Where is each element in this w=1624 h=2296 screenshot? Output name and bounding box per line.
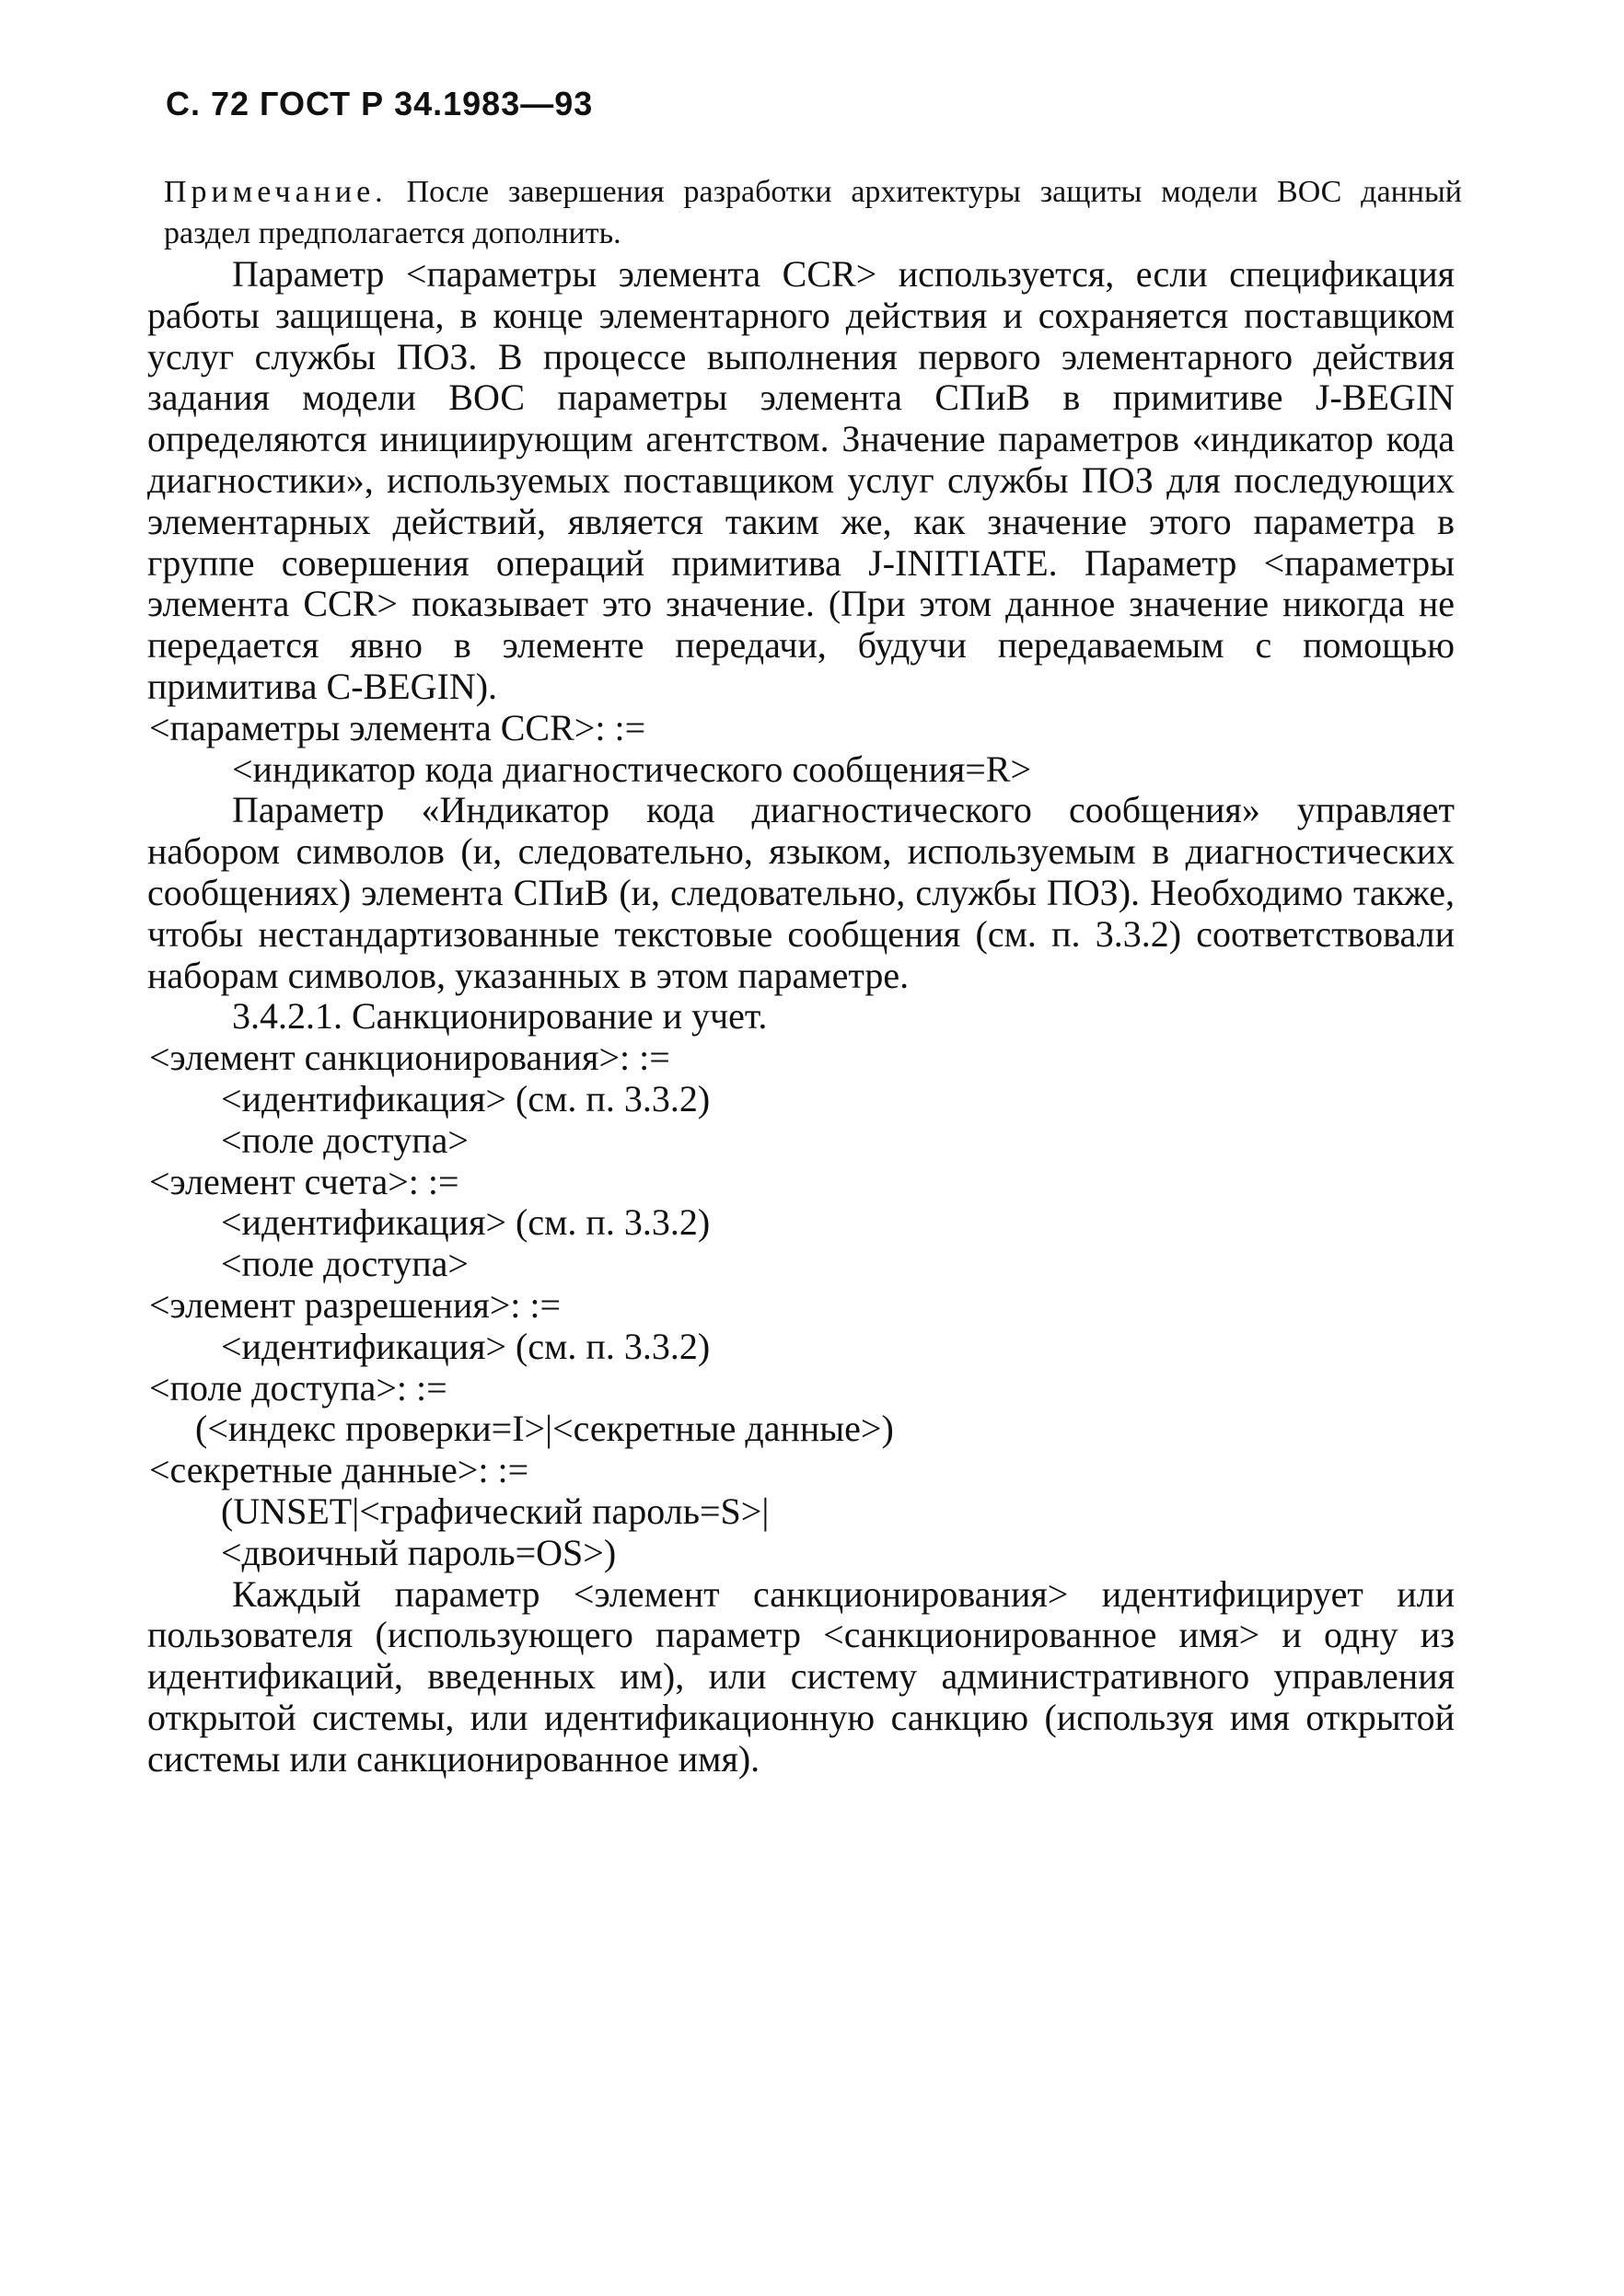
note-text: После завершения разработки архитектуры защиты модели ВОС данный раздел предполагается дополнить. <box>164 175 1462 250</box>
grammar-rule: <идентификация> (см. п. 3.3.2) <box>221 1201 711 1244</box>
note <box>164 171 1462 254</box>
grammar-rule: <элемент счета>: := <box>149 1160 459 1202</box>
grammar-rule: <параметры элемента CCR>: := <box>149 706 646 748</box>
grammar-rule: (<индекс проверки=I>|<секретные данные>) <box>195 1408 894 1450</box>
grammar-rule: <поле доступа> <box>221 1119 469 1161</box>
grammar-rule: <элемент разрешения>: := <box>149 1283 562 1326</box>
note-label: Примечание. <box>164 175 388 209</box>
grammar-rule: <секретные данные>: := <box>149 1449 529 1491</box>
grammar-rule: <поле доступа> <box>221 1243 469 1285</box>
grammar-rule: <элемент санкционирования>: := <box>149 1037 670 1079</box>
paragraph-diagnostic-indicator: Параметр «Индикатор кода диагностического сообщения» управляет набором символов (и, следовательно, языком, используемым в диагностических сообщениях) элемента СПиВ (и, следовательно, службы ПОЗ). Необходимо также, чтобы нестандартизованные текстовые сообщения (см. п. 3.3.2) соответствовали наборам символов, указанных в этом параметре. <box>147 789 1455 996</box>
document-body <box>147 254 1455 1780</box>
grammar-rule: <индикатор кода диагностического сообщения=R> <box>232 748 1032 790</box>
grammar-rule: (UNSET|<графический пароль=S>| <box>221 1490 770 1532</box>
grammar-rule: <идентификация> (см. п. 3.3.2) <box>221 1325 711 1367</box>
paragraph-authorization-element: Каждый параметр <элемент санкционирования> идентифицирует или пользователя (использующего параметр <санкционированное имя> и одну из идентификаций, введенных им), или систему административного управления открытой системы, или идентификационную санкцию (используя имя открытой системы или санкционированное имя). <box>147 1572 1455 1780</box>
grammar-rule: <поле доступа>: := <box>149 1366 447 1409</box>
section-heading: 3.4.2.1. Санкционирование и учет. <box>232 995 768 1038</box>
grammar-rule: <двоичный пароль=OS>) <box>221 1531 617 1573</box>
grammar-rule: <идентификация> (см. п. 3.3.2) <box>221 1077 711 1119</box>
paragraph-ccr-parameters: Параметр <параметры элемента CCR> используется, если спецификация работы защищена, в конце элементарного действия и сохраняется поставщиком услуг службы ПОЗ. В процессе выполнения первого элементарного действия задания модели ВОС параметры элемента СПиВ в примитиве J-BEGIN определяются инициирующим агентством. Значение параметров «индикатор кода диагностики», используемых поставщиком услуг службы ПОЗ для последующих элементарных действий, является таким же, как значение этого параметра в группе совершения операций примитива J-INITIATE. Параметр <параметры элемента CCR> показывает это значение. (При этом данное значение никогда не передается явно в элементе передачи, будучи передаваемым с помощью примитива C-BEGIN). <box>147 253 1455 707</box>
page-header: С. 72 ГОСТ Р 34.1983—93 <box>166 85 594 122</box>
